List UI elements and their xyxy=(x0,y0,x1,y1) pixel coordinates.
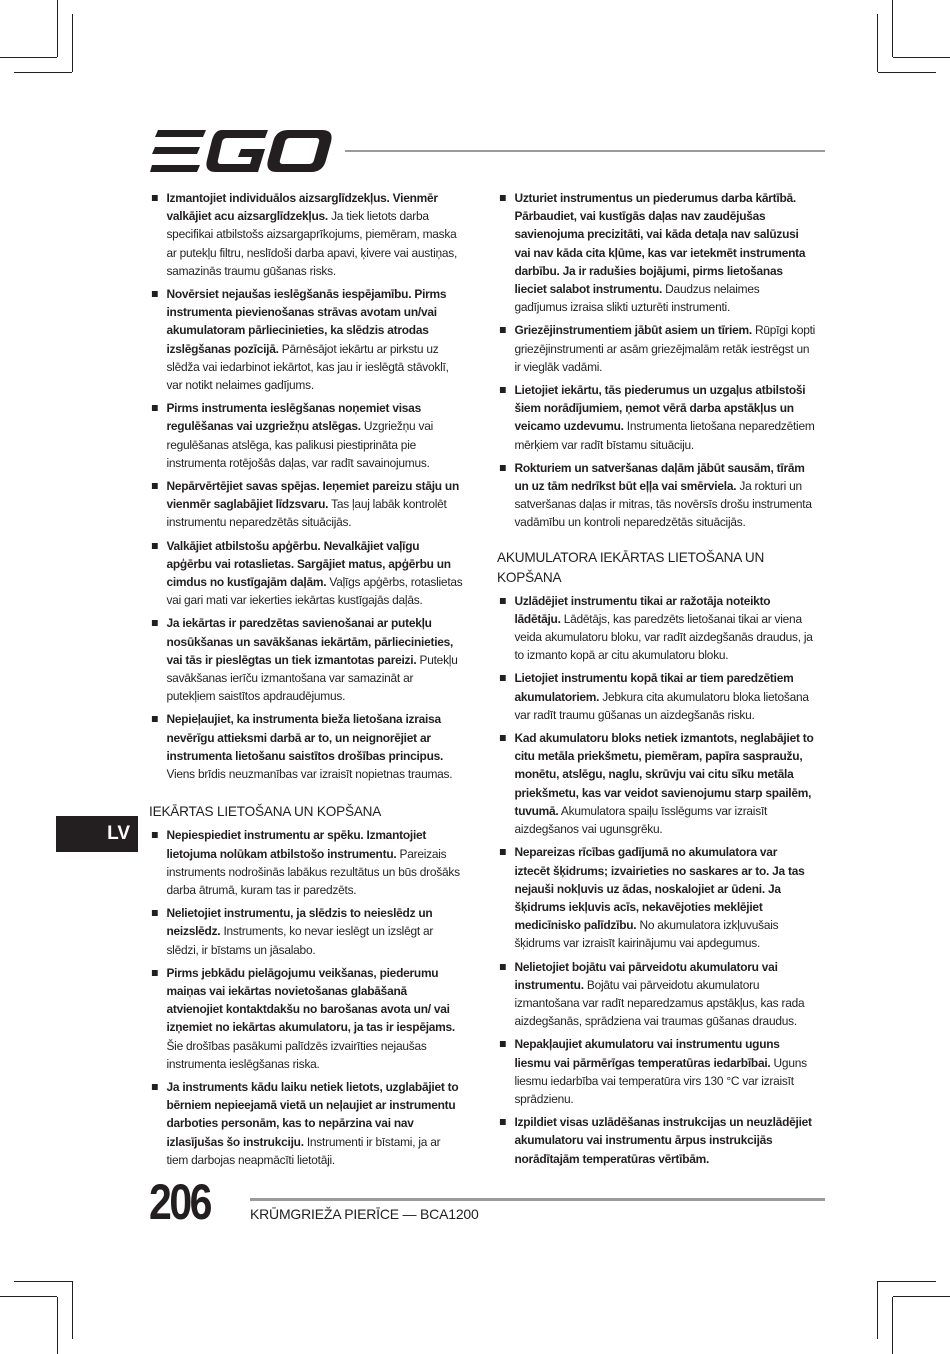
bullet-item xyxy=(497,1113,815,1168)
bullet-item-bold: Pirms jebkādu pielāgojumu veikšanas, piederumu maiņas vai iekārtas novietošanas glabāšanā atvienojiet kontaktdakšu no barošanas avota un/ vai izņemiet no iekārtas akumulatoru, ja tas ir iespējams. xyxy=(166,965,456,1035)
bullet-item xyxy=(497,843,815,952)
crop-mark xyxy=(878,1281,936,1282)
right-items xyxy=(497,189,825,532)
bullet-item xyxy=(497,669,815,724)
bullet-item xyxy=(149,964,464,1073)
crop-mark xyxy=(877,14,878,72)
bullet-item xyxy=(497,321,815,376)
bullet-square-icon xyxy=(152,716,158,722)
crop-mark xyxy=(14,1281,72,1282)
bullet-square-icon xyxy=(152,543,158,549)
footer-rule xyxy=(250,1198,825,1201)
bullet-item-text: Šie drošības pasākumi palīdzēs izvairīties nejaušas instrumenta ieslēgšanas riska. xyxy=(166,1038,427,1071)
bullet-item-bold: Uzturiet instrumentus un piederumus darba kārtībā. Pārbaudiet, vai kustīgās daļas nav zaudējušas savienojuma precizitāti, vai kāda detaļa nav salūzusi vai nav kāda cita kļūme, kas var ietekmēt instrumenta darbību. Ja ir radušies bojājumi, pirms lietošanas lieciet salabot instrumentu. xyxy=(514,191,806,297)
crop-mark xyxy=(14,72,72,73)
bullet-item xyxy=(149,826,464,899)
bullet-square-icon xyxy=(152,910,158,916)
bullet-square-icon xyxy=(500,735,506,741)
bullet-item-text: Instruments, ko nevar ieslēgt un izslēgt ar slēdzi, ir bīstams un jāsalabo. xyxy=(166,924,434,957)
bullet-item-text: No akumulatora izkļuvušais šķidrums var izraisīt kairinājumu vai apdegumus. xyxy=(514,918,779,951)
bullet-square-icon xyxy=(500,387,506,393)
header-rule xyxy=(345,150,825,152)
crop-mark xyxy=(892,1297,893,1354)
bullet-item-bold: Izpildiet visas uzlādēšanas instrukcijas un neuzlādējiet akumulatoru vai instrumentu ārpus instrukcijās norādītajām temperatūras vērtībām. xyxy=(514,1115,812,1166)
crop-mark xyxy=(72,1281,73,1339)
bullet-item-bold: Pirms instrumenta ieslēgšanas noņemiet visas regulēšanas vai uzgriežņu atslēgas. xyxy=(166,401,421,434)
bullet-item xyxy=(497,189,815,316)
bullet-square-icon xyxy=(500,1119,506,1125)
bullet-item-bold: Izmantojiet individuālos aizsarglīdzekļus. Vienmēr valkājiet acu aizsarglīdzekļus. xyxy=(166,191,438,224)
bullet-item xyxy=(497,381,815,454)
bullet-square-icon xyxy=(500,327,506,333)
bullet-item xyxy=(497,592,815,665)
bullet-item-text: Ja rokturi un satveršanas daļas ir mitras, tās novērsīs drošu instrumenta vadāmību un kontroli neparedzētās situācijās. xyxy=(514,479,812,530)
bullet-item-text: Akumulatora spaiļu īsslēgums var izraisīt aizdegšanos vai ugunsgrēku. xyxy=(514,803,768,837)
bullet-item-text: Pareizais instruments nodrošinās labākus rezultātus un būs drošāks darba ātrumā, kuram tas ir paredzēts. xyxy=(166,846,460,897)
bullet-square-icon xyxy=(152,483,158,489)
crop-mark xyxy=(892,0,893,57)
bullet-item xyxy=(149,477,464,532)
page-number: 206 xyxy=(149,1174,211,1230)
bullet-square-icon xyxy=(152,291,158,297)
bullet-square-icon xyxy=(152,195,158,201)
bullet-square-icon xyxy=(152,405,158,411)
section-title-battery: AKUMULATORA IEKĀRTAS LIETOŠANA UN KOPŠANA xyxy=(497,549,765,585)
bullet-item-bold: Uzlādējiet instrumentu tikai ar ražotāja noteikto lādētāju. xyxy=(514,593,771,626)
crop-mark xyxy=(893,57,950,58)
crop-mark xyxy=(0,57,57,58)
bullet-item-text: Jebkura cita akumulatoru bloka lietošana var radīt traumu gūšanas un aizdegšanās risku. xyxy=(514,689,809,722)
bullet-item-bold: Novērsiet nejaušas ieslēgšanās iespējamību. Pirms instrumenta pievienošanas strāvas avotam un/vai akumulatoram pārliecinieties, ka slēdzis atrodas izslēgšanas pozīcijā. xyxy=(166,287,447,356)
bullet-item xyxy=(497,729,815,838)
bullet-item xyxy=(149,537,464,610)
bullet-square-icon xyxy=(500,195,506,201)
bullet-square-icon xyxy=(500,598,506,604)
bullet-item-bold: Nepieļaujiet, ka instrumenta bieža lietošana izraisa nevērīgu attieksmi darbā ar to, un neignorējiet ar instrumenta lietošanu saistītos drošības principus. xyxy=(166,712,444,763)
bullet-item-bold: Rokturiem un satveršanas daļām jābūt sausām, tīrām un uz tām nedrīkst būt eļļa vai smērviela. xyxy=(514,460,805,494)
crop-mark xyxy=(877,1281,878,1339)
bullet-item-text: Rūpīgi kopti griezējinstrumenti ar asām griezējmalām retāk iestrēgst un ir vieglāk vadāmi. xyxy=(514,323,816,374)
bullet-square-icon xyxy=(500,1041,506,1047)
bullet-square-icon xyxy=(500,675,506,681)
bullet-item-text: Pārnēsājot iekārtu ar pirkstu uz slēdža vai iedarbinot iekārtot, kas jau ir ieslēgtā stāvoklī, var notikt nelaimes gadījums. xyxy=(166,341,449,393)
bullet-item-text: Lādētājs, kas paredzēts lietošanai tikai ar viena veida akumulatoru bloku, var radīt aizdegšanās draudus, ja to izmanto kopā ar citu akumulatoru bloku. xyxy=(514,611,813,663)
left-column xyxy=(149,189,474,1174)
bullet-square-icon xyxy=(500,849,506,855)
bullet-item xyxy=(149,399,464,472)
right-section-items xyxy=(497,592,825,1168)
bullet-item-bold: Valkājiet atbilstošu apģērbu. Nevalkājiet vaļīgu apģērbu vai rotaslietas. Sargājiet matus, apģērbu un cimdus no kustīgajām daļām. xyxy=(166,538,451,590)
bullet-square-icon xyxy=(152,1084,158,1090)
footer-title: KRŪMGRIEŽA PIERĪCE — BCA1200 xyxy=(250,1206,479,1222)
bullet-item xyxy=(497,958,815,1031)
bullet-item-bold: Ja iekārtas ir paredzētas savienošanai ar putekļu nosūkšanas un savākšanas iekārtām, pārliecinieties, vai tās ir pieslēgtas un tiek izmantotas pareizi. xyxy=(166,616,454,667)
left-section-items xyxy=(149,826,474,1169)
language-tab-label: LV xyxy=(107,823,130,844)
crop-mark xyxy=(893,1296,950,1297)
bullet-item-bold: Nelietojiet bojātu vai pārveidotu akumulatoru vai instrumentu. xyxy=(514,959,778,992)
bullet-item-text: Viens brīdis neuzmanības var izraisīt nopietnas traumas. xyxy=(166,767,453,782)
language-tab xyxy=(56,816,138,852)
bullet-item xyxy=(149,614,464,705)
bullet-item-bold: Nepārvērtējiet savas spējas. Ieņemiet pareizu stāju un vienmēr saglabājiet līdzsvaru. xyxy=(166,479,459,512)
crop-mark xyxy=(57,0,58,57)
bullet-item-bold: Nelietojiet instrumentu, ja slēdzis to neieslēdz un neizslēdz. xyxy=(166,906,433,939)
section-title-equipment: IEKĀRTAS LIETOŠANA UN KOPŠANA xyxy=(149,804,382,820)
crop-mark xyxy=(0,1296,57,1297)
bullet-square-icon xyxy=(500,964,506,970)
bullet-item-bold: Nepakļaujiet akumulatoru vai instrumentu uguns liesmu vai pārmērīgas temperatūras iedarbībai. xyxy=(514,1037,780,1070)
ego-logo xyxy=(150,130,332,172)
bullet-square-icon xyxy=(152,832,158,838)
bullet-item-text: Putekļu savākšanas ierīču izmantošana var samazināt ar putekļiem saistītos apdraudējumus. xyxy=(166,652,458,704)
bullet-square-icon xyxy=(500,465,506,471)
crop-mark xyxy=(72,14,73,72)
bullet-item-bold: Griezējinstrumentiem jābūt asiem un tīriem. xyxy=(514,323,752,338)
right-column xyxy=(497,189,825,1173)
bullet-item-text: Ja tiek lietots darba specifikai atbilstošs aizsargaprīkojums, piemēram, maska ar putekļu filtru, neslīdoši darba apavi, ķivere vai austiņas, samazinās traumu gūšanas risks. xyxy=(166,209,458,278)
crop-mark xyxy=(878,72,936,73)
bullet-item xyxy=(149,189,464,280)
bullet-item-text: Instrumenti ir bīstami, ja ar tiem darbojas neapmācīti lietotāji. xyxy=(166,1134,441,1167)
bullet-square-icon xyxy=(152,970,158,976)
bullet-item xyxy=(149,285,464,394)
bullet-item-text: Uguns liesmu iedarbība vai temperatūra virs 130 °C var izraisīt sprādzienu. xyxy=(514,1055,807,1106)
bullet-item-text: Daudzus nelaimes gadījumus izraisa slikti uzturēti instrumenti. xyxy=(514,282,760,315)
bullet-item-bold: Nepareizas rīcības gadījumā no akumulatora var iztecēt šķidrums; izvairieties no saskares ar to. Ja tas nejauši nokļuvis uz ādas, noskalojiet ar ūdeni. Ja šķidrums iekļuvis acīs, nekavējoties meklējiet medicīnisko palīdzību. xyxy=(514,845,805,933)
bullet-square-icon xyxy=(152,620,158,626)
bullet-item-text: Vaļīgs apģērbs, rotaslietas vai gari mati var iekerties iekārtas kustīgajās daļās. xyxy=(166,575,463,608)
bullet-item-text: Instrumenta lietošana neparedzētiem mērķiem var radīt bīstamu situāciju. xyxy=(514,419,815,452)
bullet-item-bold: Kad akumulatoru bloks netiek izmantots, neglabājiet to citu metāla priekšmetu, piemēram, papīra saspraužu, monētu, atslēgu, naglu, skrūvju vai citu sīku metāla priekšmetu, kas var veidot savienojumu starp spailēm, tuvumā. xyxy=(514,731,814,818)
bullet-item xyxy=(149,1078,464,1169)
bullet-item xyxy=(149,904,464,959)
bullet-item-bold: Lietojiet iekārtu, tās piederumus un uzgaļus atbilstoši šiem norādījumiem, ņemot vērā darba apstākļus un veicamo uzdevumu. xyxy=(514,383,806,434)
bullet-item-text: Bojātu vai pārveidotu akumulatoru izmantošana var radīt neparedzamus apstākļus, kas rada aizdegšanās, sprādziena vai traumas gūšanas draudus. xyxy=(514,977,805,1029)
bullet-item xyxy=(149,710,464,783)
bullet-item xyxy=(497,459,815,532)
bullet-item-text: Uzgriežņu vai regulēšanas atslēga, kas palikusi piestiprināta pie instrumenta rotējošās daļas, var radīt savainojumus. xyxy=(166,419,434,470)
left-items xyxy=(149,189,474,783)
bullet-item-bold: Lietojiet instrumentu kopā tikai ar tiem paredzētiem akumulatoriem. xyxy=(514,671,794,704)
bullet-item-text: Tas ļauj labāk kontrolēt instrumentu neparedzētās situācijās. xyxy=(166,497,447,530)
bullet-item xyxy=(497,1035,815,1108)
crop-mark xyxy=(57,1297,58,1354)
bullet-item-bold: Ja instruments kādu laiku netiek lietots, uzglabājiet to bērniem nepieejamā vietā un neļaujiet ar instrumentu darboties personām, kas to nepārzina vai nav izlasījušas šo instrukciju. xyxy=(166,1079,459,1149)
bullet-item-bold: Nepiespiediet instrumentu ar spēku. Izmantojiet lietojuma nolūkam atbilstošo instrumentu. xyxy=(166,828,427,861)
